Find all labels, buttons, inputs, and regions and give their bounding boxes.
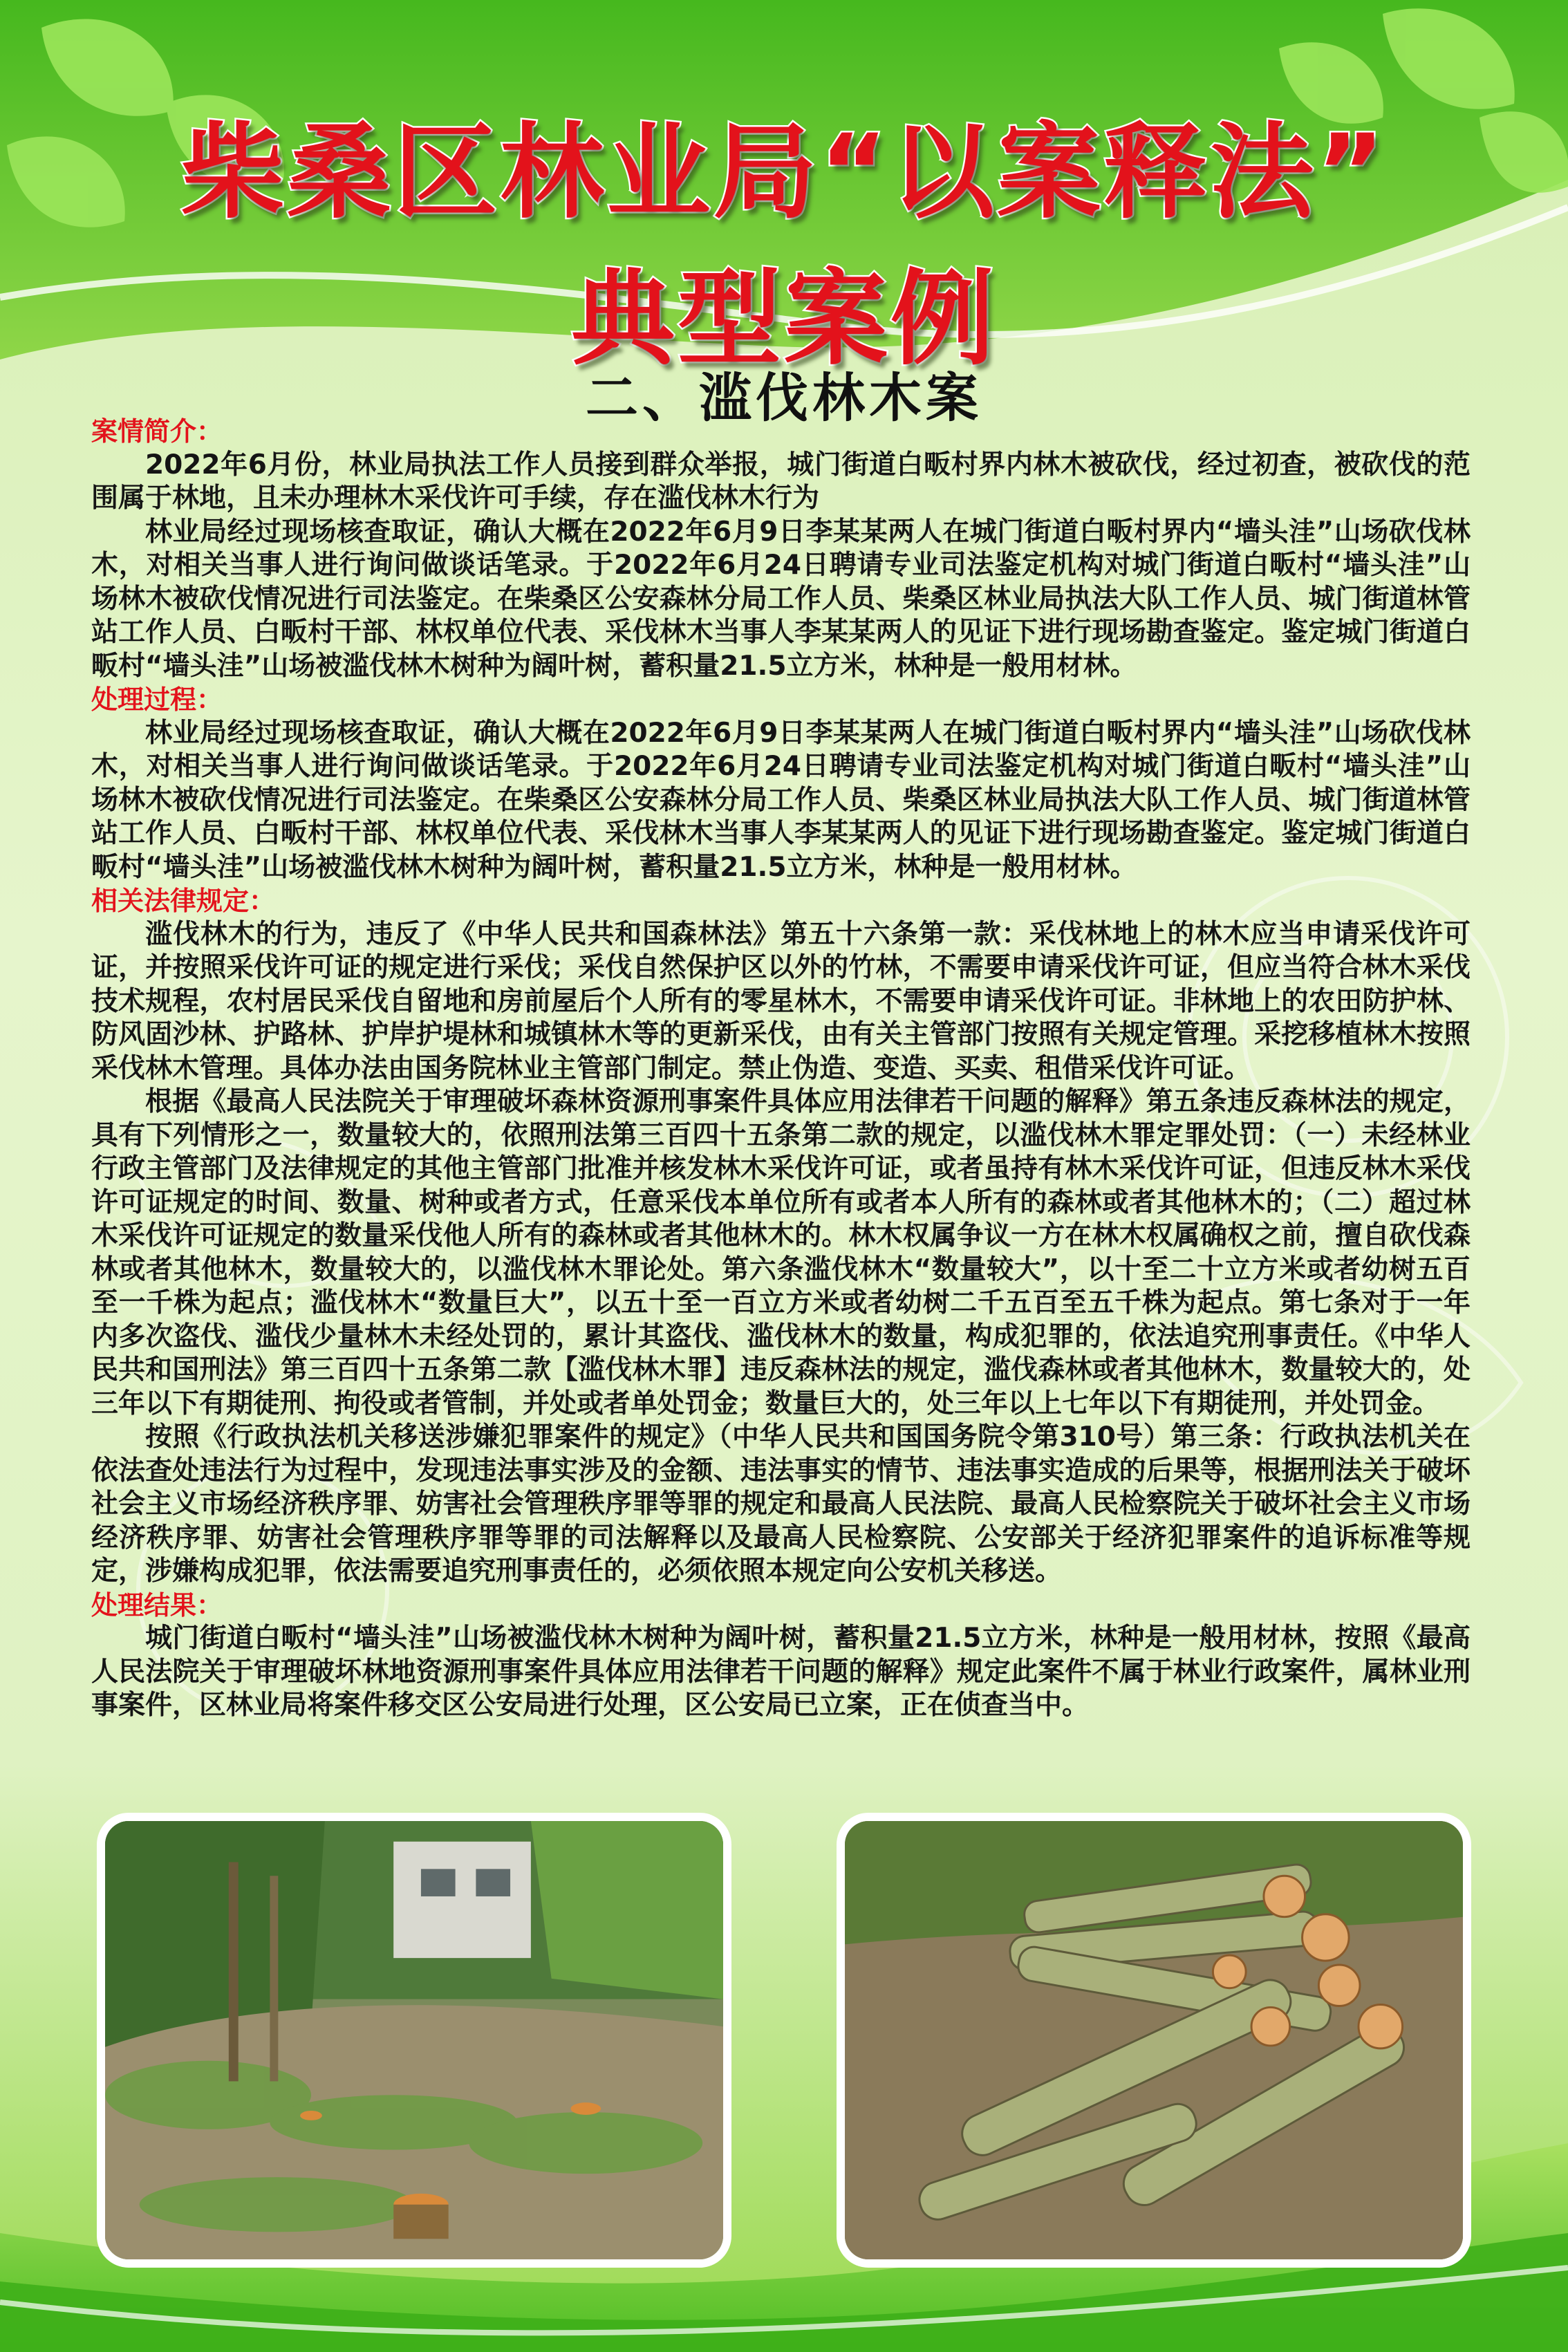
case-summary-paragraph-2: 林业局经过现场核查取证，确认大概在2022年6月9日李某某两人在城门街道白畈村界内“墙头洼”山场砍伐林木，对相关当事人进行询问做谈话笔录。于2022年6月24日聘请专业司法鉴定机构对城门街道白畈村“墙头洼”山场林木被砍伐情况进行司法鉴定。在柴桑区公安森林分局工作人员、柴桑区林业局执法大队工作人员、城门街道林管站工作人员、白畈村干部、林权单位代表、采伐林木当事人李某某两人的见证下进行现场勘查鉴定。鉴定城门街道白畈村“墙头洼”山场被滥伐林木树种为阔叶树，蓄积量21.5立方米，林种是一般用材林。	[91, 516, 1471, 682]
photo-felled-site	[97, 1813, 731, 2268]
case-subtitle: 二、滥伐林木案	[586, 367, 982, 429]
heading-result: 处理结果：	[91, 1589, 223, 1621]
result-paragraph-1: 城门街道白畈村“墙头洼”山场被滥伐林木树种为阔叶树，蓄积量21.5立方米，林种是一般用材林，按照《最高人民法院关于审理破坏林地资源刑事案件具体应用法律若干问题的解释》规定此案件不属于林业行政案件，属林业刑事案件，区林业局将案件移交区公安局进行处理，区公安局已立案，正在侦查当中。	[91, 1623, 1471, 1721]
log-pile-image	[845, 1821, 1463, 2259]
article-body	[91, 415, 1471, 1723]
law-paragraph-1: 滥伐林木的行为，违反了《中华人民共和国森林法》第五十六条第一款：采伐林地上的林木应当申请采伐许可证，并按照采伐许可证的规定进行采伐；采伐自然保护区以外的竹林，不需要申请采伐许可证，但应当符合林木采伐技术规程，农村居民采伐自留地和房前屋后个人所有的零星林木，不需要申请采伐许可证。非林地上的农田防护林、防风固沙林、护路林、护岸护堤林和城镇林木等的更新采伐，由有关主管部门按照有关规定管理。采挖移植林木按照采伐林木管理。具体办法由国务院林业主管部门制定。禁止伪造、变造、买卖、租借采伐许可证。	[91, 918, 1471, 1084]
law-paragraph-2: 根据《最高人民法院关于审理破坏森林资源刑事案件具体应用法律若干问题的解释》第五条违反森林法的规定，具有下列情形之一，数量较大的，依照刑法第三百四十五条第二款的规定，以滥伐林木罪定罪处罚：（一）未经林业行政主管部门及法律规定的其他主管部门批准并核发林木采伐许可证，或者虽持有林木采伐许可证，但违反林木采伐许可证规定的时间、数量、树种或者方式，任意采伐本单位所有或者本人所有的森林或者其他林木的；（二）超过林木采伐许可证规定的数量采伐他人所有的森林或者其他林木的。林木权属争议一方在林木权属确权之前，擅自砍伐森林或者其他林木，数量较大的，以滥伐林木罪论处。第六条滥伐林木“数量较大”，以十至二十立方米或者幼树五百至一千株为起点；滥伐林木“数量巨大”，以五十至一百立方米或者幼树二千五百至五千株为起点。第七条对于一年内多次盗伐、滥伐少量林木未经处罚的，累计其盗伐、滥伐林木的数量，构成犯罪的，依法追究刑事责任。《中华人民共和国刑法》第三百四十五条第二款【滥伐林木罪】违反森林法的规定，滥伐森林或者其他林木，数量较大的，处三年以下有期徒刑、拘役或者管制，并处或者单处罚金；数量巨大的，处三年以上七年以下有期徒刑，并处罚金。	[91, 1086, 1471, 1419]
heading-process: 处理过程：	[91, 684, 223, 715]
law-paragraph-3: 按照《行政执法机关移送涉嫌犯罪案件的规定》（中华人民共和国国务院令第310号）第三条：行政执法机关在依法查处违法行为过程中，发现违法事实涉及的金额、违法事实的情节、违法事实造成的后果等，根据刑法关于破坏社会主义市场经济秩序罪、妨害社会管理秩序罪等罪的规定和最高人民法院、最高人民检察院关于破坏社会主义市场经济秩序罪、妨害社会管理秩序罪等罪的司法解释以及最高人民检察院、公安部关于经济犯罪案件的追诉标准等规定，涉嫌构成犯罪，依法需要追究刑事责任的，必须依照本规定向公安机关移送。	[91, 1421, 1471, 1587]
heading-law: 相关法律规定：	[91, 886, 276, 916]
photo-log-pile	[837, 1813, 1471, 2268]
felled-site-image	[105, 1821, 723, 2259]
title-line-2: 典型案例	[570, 259, 997, 380]
title-line-1: 柴桑区林业局“以案释法”	[180, 113, 1388, 233]
case-summary-paragraph-1: 2022年6月份，林业局执法工作人员接到群众举报，城门街道白畈村界内林木被砍伐，经过初查，被砍伐的范围属于林地，且未办理林木采伐许可手续，存在滥伐林木行为	[91, 449, 1471, 514]
process-paragraph-1: 林业局经过现场核查取证，确认大概在2022年6月9日李某某两人在城门街道白畈村界内“墙头洼”山场砍伐林木，对相关当事人进行询问做谈话笔录。于2022年6月24日聘请专业司法鉴定机构对城门街道白畈村“墙头洼”山场林木被砍伐情况进行司法鉴定。在柴桑区公安森林分局工作人员、柴桑区林业局执法大队工作人员、城门街道林管站工作人员、白畈村干部、林权单位代表、采伐林木当事人李某某两人的见证下进行现场勘查鉴定。鉴定城门街道白畈村“墙头洼”山场被滥伐林木树种为阔叶树，蓄积量21.5立方米，林种是一般用材林。	[91, 717, 1471, 883]
heading-case-summary: 案情简介：	[91, 416, 223, 447]
